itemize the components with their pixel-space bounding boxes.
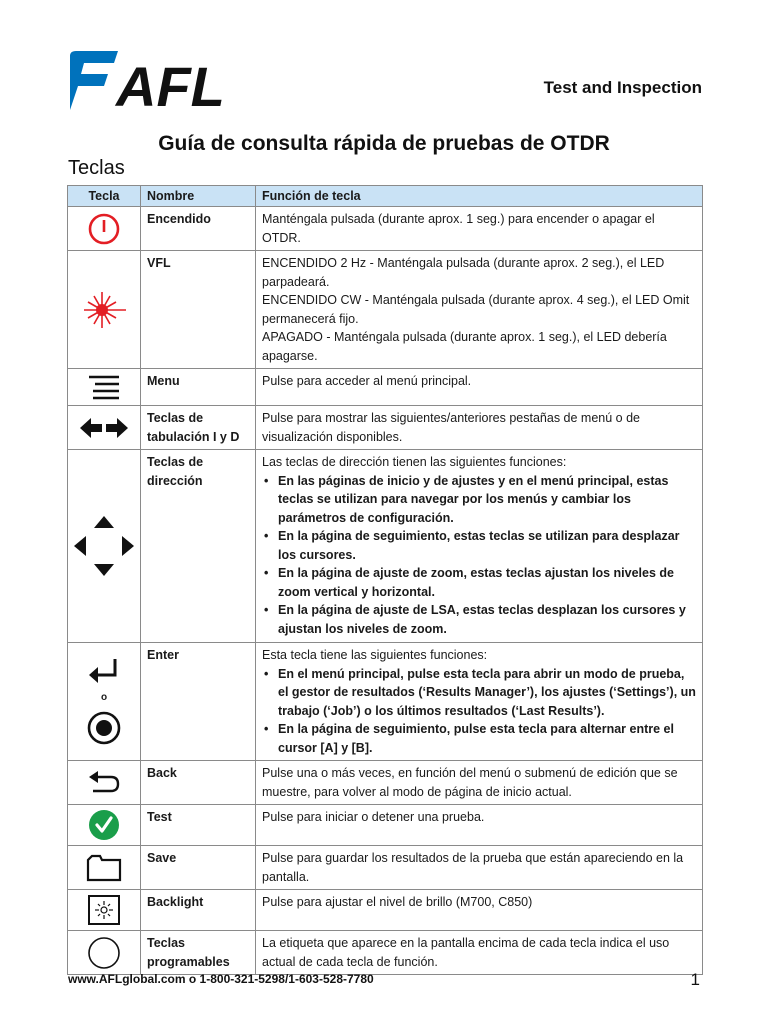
power-icon <box>87 212 121 246</box>
key-name: Menu <box>141 369 256 406</box>
key-name: Back <box>141 761 256 805</box>
key-cell <box>68 251 141 369</box>
key-name: Backlight <box>141 890 256 931</box>
key-cell <box>68 406 141 450</box>
back-icon <box>87 771 121 795</box>
soft-key-icon <box>87 936 121 970</box>
section-title: Teclas <box>68 157 125 179</box>
backlight-icon <box>87 894 121 926</box>
column-header-name: Nombre <box>141 186 256 207</box>
enter-button-icon <box>86 710 122 746</box>
key-name: Test <box>141 805 256 846</box>
table-row <box>68 846 703 890</box>
table-row <box>68 643 703 761</box>
table-row <box>68 805 703 846</box>
table-row <box>68 890 703 931</box>
list-item: • En la página de ajuste de zoom, estas teclas ajustan los niveles de zoom vertical y horizontal. <box>278 564 696 601</box>
key-function: Pulse una o más veces, en función del menú o submenú de edición que se muestre, para volver al modo de página de inicio actual. <box>256 761 703 805</box>
key-cell <box>68 450 141 643</box>
key-function: Pulse para guardar los resultados de la prueba que están apareciendo en la pantalla. <box>256 846 703 890</box>
key-cell <box>68 761 141 805</box>
list-item: • En el menú principal, pulse esta tecla para abrir un modo de prueba, el gestor de resultados (‘Results Manager’), los ajustes (‘Settings’), un trabajo (‘Job’) o los últimos resultados (‘Last Results’). <box>278 665 696 721</box>
key-cell <box>68 369 141 406</box>
direction-pad-icon <box>74 516 134 576</box>
key-function: Pulse para ajustar el nivel de brillo (M700, C850) <box>256 890 703 931</box>
save-folder-icon <box>86 854 122 882</box>
key-name: Save <box>141 846 256 890</box>
table-row <box>68 450 703 643</box>
key-cell <box>68 846 141 890</box>
function-bullets <box>262 472 696 639</box>
key-cell <box>68 890 141 931</box>
column-header-key: Tecla <box>68 186 141 207</box>
icon-or-label: o <box>100 692 108 704</box>
footer-contact: www.AFLglobal.com o 1-800-321-5298/1-603-528-7780 <box>68 972 374 986</box>
keys-table <box>67 185 703 975</box>
left-right-arrows-icon <box>80 417 128 439</box>
menu-icon <box>87 373 121 401</box>
key-function: Pulse para acceder al menú principal. <box>256 369 703 406</box>
list-item: • En la página de seguimiento, estas teclas se utilizan para desplazar los cursores. <box>278 527 696 564</box>
key-function: Pulse para iniciar o detener una prueba. <box>256 805 703 846</box>
list-item: • En la página de seguimiento, pulse esta tecla para alternar entre el cursor [A] y [B]. <box>278 720 696 757</box>
page-header <box>68 50 702 112</box>
key-name: Encendido <box>141 207 256 251</box>
table-row <box>68 761 703 805</box>
key-function: Manténgala pulsada (durante aprox. 1 seg.) para encender o apagar el OTDR. <box>256 207 703 251</box>
key-name: Teclas de tabulación I y D <box>141 406 256 450</box>
table-row <box>68 931 703 975</box>
laser-icon <box>80 290 128 330</box>
table-row <box>68 207 703 251</box>
list-item: • En las páginas de inicio y de ajustes y en el menú principal, estas teclas se utilizan para navegar por los menús y cambiar los parámetros de configuración. <box>278 472 696 528</box>
table-header-row <box>68 186 703 207</box>
key-function: La etiqueta que aparece en la pantalla encima de cada tecla indica el uso actual de cada tecla de función. <box>256 931 703 975</box>
table-row <box>68 406 703 450</box>
key-cell <box>68 805 141 846</box>
key-name: Teclas de dirección <box>141 450 256 643</box>
key-function: ENCENDIDO 2 Hz - Manténgala pulsada (durante aprox. 2 seg.), el LED parpadeará. ENCENDIDO CW - Manténgala pulsada (durante aprox. 4 seg.), el LED Omit permanecerá fijo. APAGADO - Manténgala pulsada (durante aprox. 1 seg.), el LED debería apagarse. <box>256 251 703 369</box>
svg-text:AFL: AFL <box>116 55 225 112</box>
page-title: Guía de consulta rápida de pruebas de OTDR <box>158 132 610 155</box>
key-name: Teclas programables <box>141 931 256 975</box>
key-name: VFL <box>141 251 256 369</box>
key-function: Las teclas de dirección tienen las siguientes funciones: • En las páginas de inicio y de ajustes y en el menú principal, estas teclas se utilizan para navegar por los menús y cambiar los parámetros de configuración. • En la página de seguimiento, estas teclas se utilizan para desplazar los cursores. • En la página de ajuste de zoom, estas teclas ajustan los niveles de zoom vertical y horizontal. • En la página de ajuste de LSA, estas teclas desplazan los cursores y ajustan los niveles de zoom. <box>256 450 703 643</box>
page-number: 1 <box>690 970 700 989</box>
header-tagline: Test and Inspection <box>543 78 702 97</box>
key-function: Esta tecla tiene las siguientes funciones: • En el menú principal, pulse esta tecla para abrir un modo de prueba, el gestor de resultados (‘Results Manager’), los ajustes (‘Settings’), un trabajo (‘Job’) o los últimos resultados (‘Last Results’). • En la página de seguimiento, pulse esta tecla para alternar entre el cursor [A] y [B]. <box>256 643 703 761</box>
key-cell <box>68 643 141 761</box>
function-bullets <box>262 665 696 758</box>
key-name: Enter <box>141 643 256 761</box>
key-cell <box>68 207 141 251</box>
list-item: • En la página de ajuste de LSA, estas teclas desplazan los cursores y ajustan los niveles de zoom. <box>278 601 696 638</box>
key-function: Pulse para mostrar las siguientes/anteriores pestañas de menú o de visualización disponibles. <box>256 406 703 450</box>
table-row <box>68 369 703 406</box>
test-check-icon <box>88 809 120 841</box>
table-row <box>68 251 703 369</box>
enter-icon <box>87 657 121 687</box>
key-cell <box>68 931 141 975</box>
afl-logo <box>68 50 250 112</box>
column-header-function: Función de tecla <box>256 186 703 207</box>
